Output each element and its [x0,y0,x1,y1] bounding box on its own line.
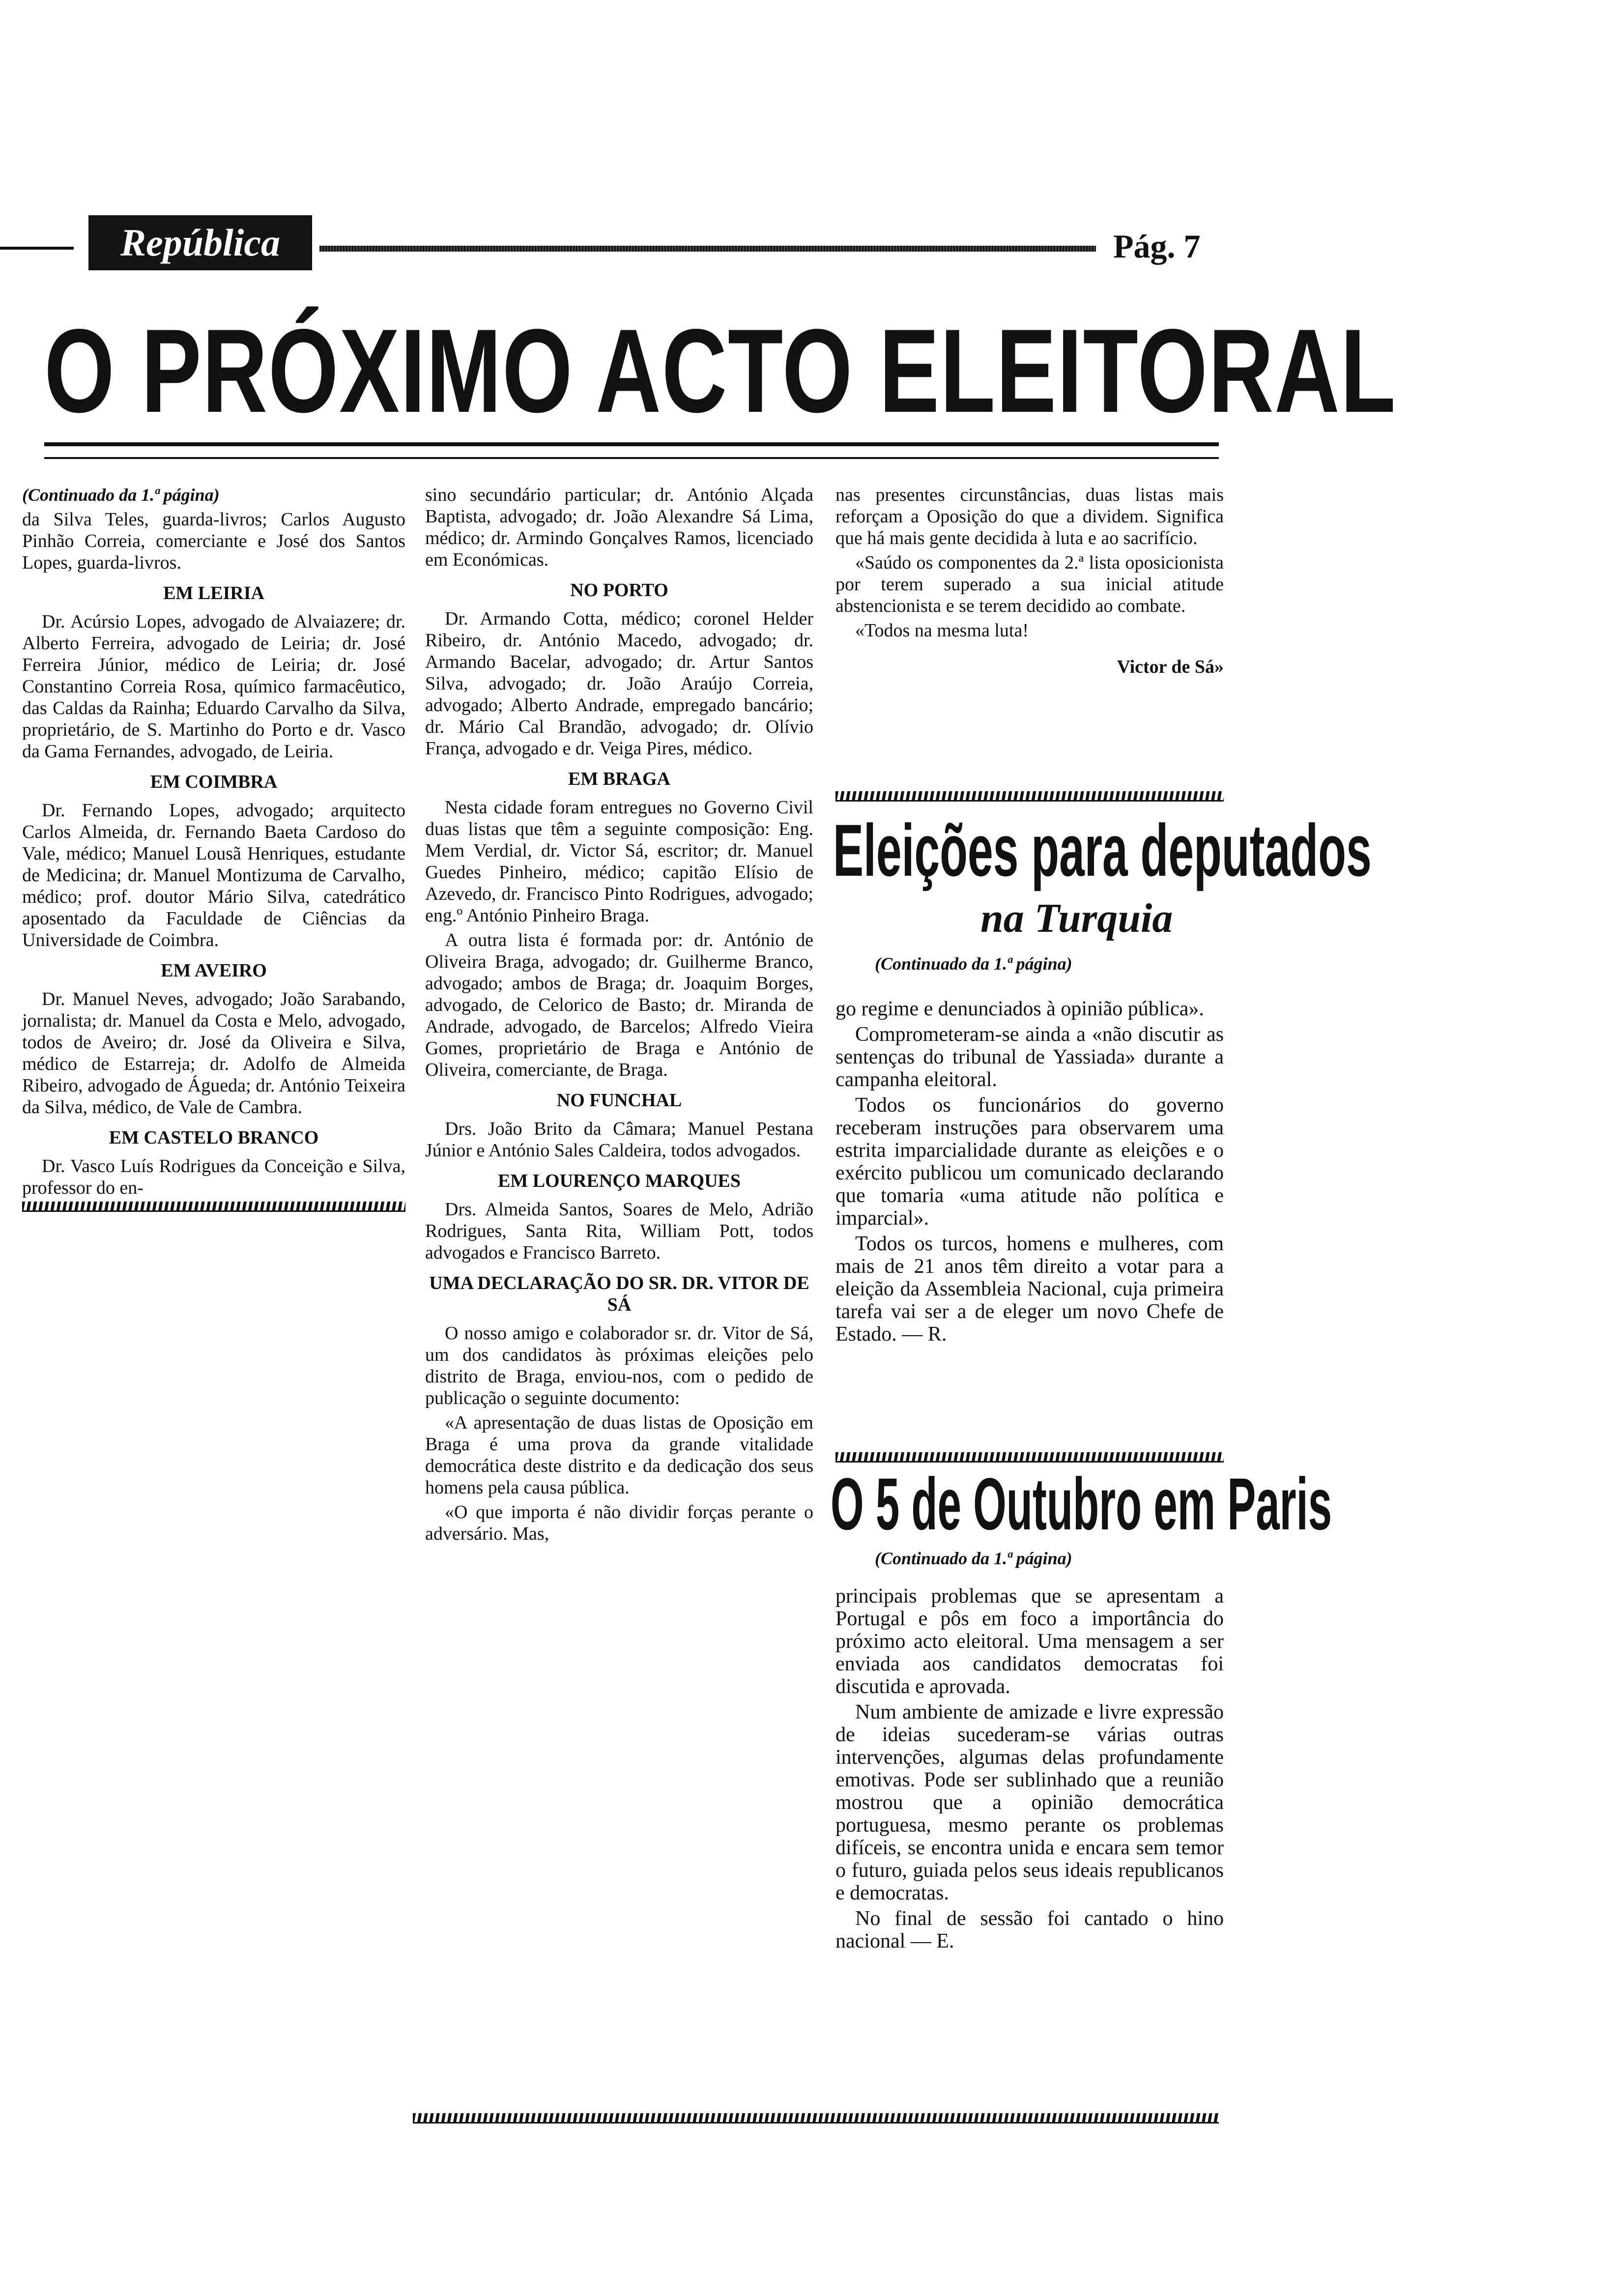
section-title: UMA DECLARAÇÃO DO SR. DR. VITOR DE SÁ [429,1273,809,1315]
article-body-turquia [835,998,1224,1349]
article-paragraph: sino secundário particular; dr. António Alçada Baptista, advogado; dr. João Alexandre Sá Lima, médico; dr. Armindo Gonçalves Ramos, licenciado em Económicas. [425,485,813,570]
article-paragraph: go regime e denunciados à opinião pública». [835,998,1204,1020]
article-paragraph: O nosso amigo e colaborador sr. dr. Vitor de Sá, um dos candidatos às próximas eleições pelo distrito de Braga, enviou-nos, com o pedido de publicação o seguinte documento: [425,1323,813,1408]
article-body-paris [835,1585,1224,1955]
continued-note: (Continuado da 1.ª página) [875,1549,1072,1568]
article-paragraph: A outra lista é formada por: dr. António de Oliveira Braga, advogado; dr. Guilherme Branco, advogado; ambos de Braga; dr. Joaquim Borges, advogado, de Celorico de Basto; dr. Miranda de Andrade, advogado, de Barcelos; Alfredo Vieira Gomes, proprietário de Braga e António de Oliveira, comerciante, de Braga. [425,930,813,1080]
article-paragraph: da Silva Teles, guarda-livros; Carlos Augusto Pinhão Correia, comerciante e José dos Santos Lopes, guarda-livros. [22,509,405,573]
section-title: NO PORTO [570,580,668,601]
section-title: EM COIMBRA [150,772,278,792]
section-title: EM LEIRIA [163,583,264,603]
article-paragraph: «Saúdo os componentes da 2.ª lista oposicionista por terem superado a sua inicial atitude abstencionista e se terem decidido ao combate. [835,552,1224,616]
article-paragraph: «O que importa é não dividir forças perante o adversário. Mas, [425,1502,813,1544]
article-paragraph: «Todos na mesma luta! [855,620,1029,641]
continued-note: (Continuado da 1.ª página) [22,485,220,505]
continued-note: (Continuado da 1.ª página) [875,954,1072,974]
masthead-logo [88,215,312,270]
section-title: EM AVEIRO [161,960,267,981]
main-headline: O PRÓXIMO ACTO ELEITORAL [44,305,1397,437]
article-subheadline-turquia: na Turquia [980,895,1173,941]
article-paragraph: Dr. Fernando Lopes, advogado; arquitecto Carlos Almeida, dr. Fernando Baeta Cardoso do Vale, médico; Manuel Lousã Henriques, estudante de Medicina; dr. Manuel Montizuma de Carvalho, médico; prof. doutor Mário Silva, catedrático aposentado da Faculdade de Ciências da Universidade de Coimbra. [22,800,405,950]
article-paragraph: Dr. Acúrsio Lopes, advogado de Alvaiazere; dr. Alberto Ferreira, advogado de Leiria; dr. José Ferreira Júnior, médico de Leiria; dr. José Constantino Correia Rosa, químico farmacêutico, das Caldas da Rainha; Eduardo Carvalho da Silva, proprietário, de S. Martinho do Porto e dr. Vasco da Gama Fernandes, advogado, de Leiria. [22,611,405,762]
header-rule [319,246,1096,252]
article-paragraph: Dr. Vasco Luís Rodrigues da Conceição e Silva, professor do en- [22,1156,405,1198]
article-paragraph: «A apresentação de duas listas de Oposição em Braga é uma prova da grande vitalidade democrática deste distrito e da dedicação dos seus homens pela causa pública. [425,1412,813,1498]
article-headline-paris: O 5 de Outubro em Paris [831,1463,1332,1545]
column-2 [425,484,813,1548]
page-number: Pág. 7 [1113,228,1201,265]
masthead-label: República [120,221,280,264]
article-paragraph: Todos os turcos, homens e mulheres, com mais de 21 anos têm direito a votar para a eleição da Assembleia Nacional, cuja primeira tarefa vai ser a de eleger um novo Chefe de Estado. — R. [835,1233,1224,1346]
article-paragraph: principais problemas que se apresentam a Portugal e pôs em foco a importância do próximo acto eleitoral. Uma mensagem a ser enviada aos candidatos democratas foi discutida e aprovada. [835,1585,1224,1698]
column-end-rule [22,1202,405,1212]
article-paragraph: Drs. João Brito da Câmara; Manuel Pestana Júnior e António Sales Caldeira, todos advogados. [425,1119,813,1161]
column-1 [22,484,405,1212]
article-divider [835,791,1224,802]
article-paragraph: Comprometeram-se ainda a «não discutir as sentenças do tribunal de Yassiada» durante a campanha eleitoral. [835,1023,1224,1091]
article-paragraph: Nesta cidade foram entregues no Governo Civil duas listas que têm a seguinte composição: Eng. Mem Verdial, dr. Victor Sá, escritor; dr. Manuel Guedes Pinheiro, médico; capitão Elísio de Azevedo, dr. Francisco Pinto Rodrigues, advogado; eng.º António Pinheiro Braga. [425,797,813,926]
article-paragraph: nas presentes circunstâncias, duas listas mais reforçam a Oposição do que a dividem. Significa que há mais gente decidida à luta e ao sacrifício. [835,485,1224,548]
article-paragraph: Dr. Manuel Neves, advogado; João Sarabando, jornalista; dr. Manuel da Costa e Melo, advogado, todos de Aveiro; dr. José da Oliveira e Silva, médico de Estarreja; dr. Adolfo de Almeida Ribeiro, advogado de Águeda; dr. António Teixeira da Silva, médico, de Vale de Cambra. [22,989,405,1118]
article-paragraph: Num ambiente de amizade e livre expressão de ideias sucederam-se várias outras intervenções, algumas delas profundamente emotivas. Pode ser sublinhado que a reunião mostrou que a opinião democrática portuguesa, mesmo perante os problemas difíceis, se encontra unida e encara sem temor o futuro, guiada pelos seus ideais republicanos e democratas. [835,1701,1224,1904]
headline-rule [44,442,1219,459]
article-paragraph: Drs. Almeida Santos, Soares de Melo, Adrião Rodrigues, Santa Rita, William Pott, todos advogados e Francisco Barreto. [425,1199,813,1263]
article-paragraph: No final de sessão foi cantado o hino nacional — E. [835,1907,1224,1952]
article-paragraph: Dr. Armando Cotta, médico; coronel Helder Ribeiro, dr. António Macedo, advogado; dr. Armando Bacelar, advogado; dr. Artur Santos Silva, advogado; dr. João Araújo Correia, advogado; Alberto Andrade, empregado bancário; dr. Mário Cal Brandão, advogado; dr. Olívio França, advogado e dr. Veiga Pires, médico. [425,608,813,759]
page-end-rule [413,2113,1219,2124]
article-paragraph: Todos os funcionários do governo receberam instruções para observarem uma estrita imparcialidade durante as eleições e o exército publicou um comunicado declarando que tomaria «uma atitude não política e imparcial». [835,1094,1224,1230]
header-left-rule [0,247,74,250]
section-title: EM CASTELO BRANCO [109,1127,319,1148]
section-title: EM LOURENÇO MARQUES [497,1171,741,1191]
article-divider [835,1452,1224,1463]
section-title: NO FUNCHAL [556,1090,682,1111]
section-title: EM BRAGA [568,769,670,789]
column-3 [835,484,1224,681]
article-headline-turquia: Eleições para deputados [833,809,1372,891]
signature: Victor de Sá» [1117,657,1224,677]
